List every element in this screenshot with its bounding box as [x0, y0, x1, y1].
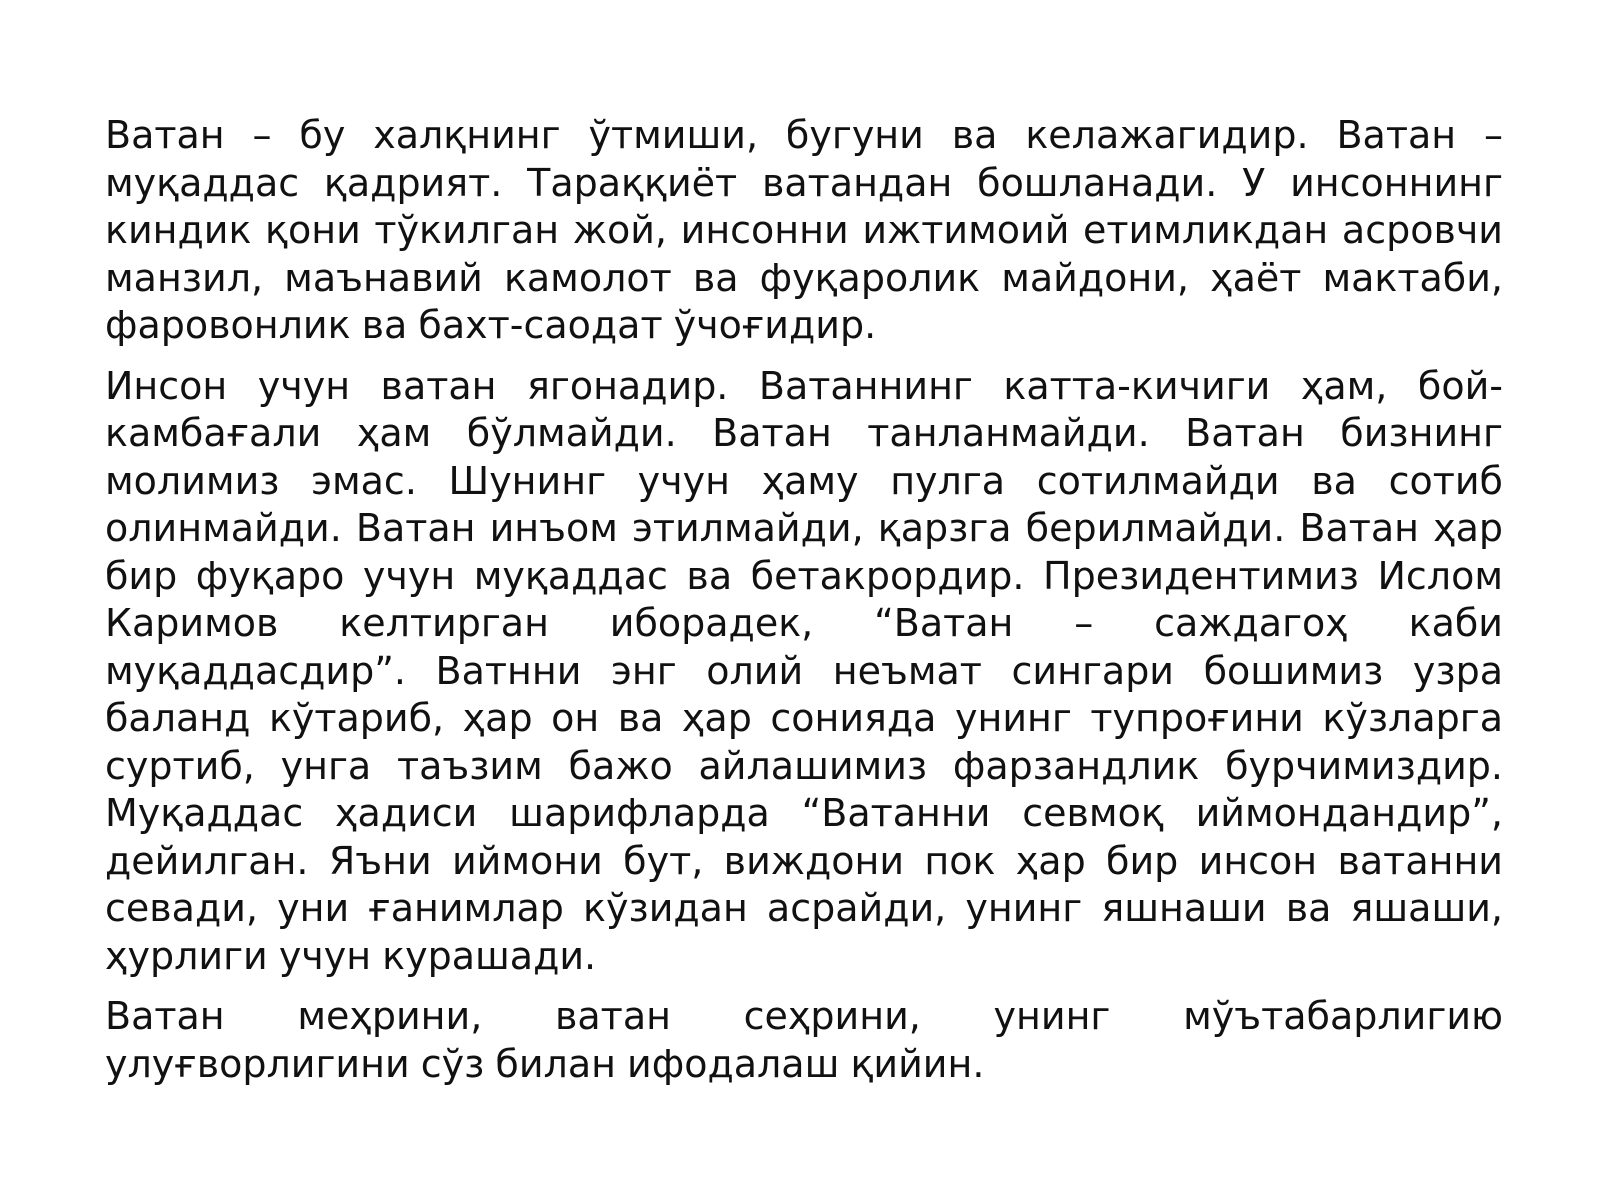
document-body — [105, 112, 1503, 1088]
paragraph-3: Ватан меҳрини, ватан сеҳрини, унинг мўътабарлигию улуғворлигини сўз билан ифодалаш қийин. — [105, 994, 1503, 1086]
paragraph-2: Инсон учун ватан ягонадир. Ватаннинг катта-кичиги ҳам, бой-камбағали ҳам бўлмайди. Ватан танланмайди. Ватан бизнинг молимиз эмас. Шунинг учун ҳаму пулга сотилмайди ва сотиб олинмайди. Ватан инъом этилмайди, қарзга берилмайди. Ватан ҳар бир фуқаро учун муқаддас ва бетакрордир. Президентимиз Ислом Каримов келтирган ибoрадек, “Ватан – саждагоҳ каби муқаддасдир”. Ватнни энг олий неъмат сингари бошимиз узра баланд кўтариб, ҳар он ва ҳар сонияда унинг тупроғини кўзларга суртиб, унга таъзим бажо айлашимиз фарзандлик бурчимиздир. Муқаддас ҳадиси шарифларда “Ватанни севмоқ иймондандир”, дейилган. Яъни иймони бут, виждони пок ҳар бир инсон ватанни севади, уни ғанимлар кўзидан асрайди, унинг яшнаши ва яшаши, ҳурлиги учун курашади. — [105, 363, 1503, 978]
paragraph-1: Ватан – бу халқнинг ўтмиши, бугуни ва келажагидир. Ватан – муқаддас қадрият. Тараққиёт ватандан бошланади. У инсоннинг киндик қони тўкилган жой, инсонни ижтимоий етимликдан асровчи манзил, маънавий камолот ва фуқаролик майдони, ҳаёт мактаби, фаровонлик ва бахт-саодат ўчоғидир. — [105, 113, 1503, 347]
